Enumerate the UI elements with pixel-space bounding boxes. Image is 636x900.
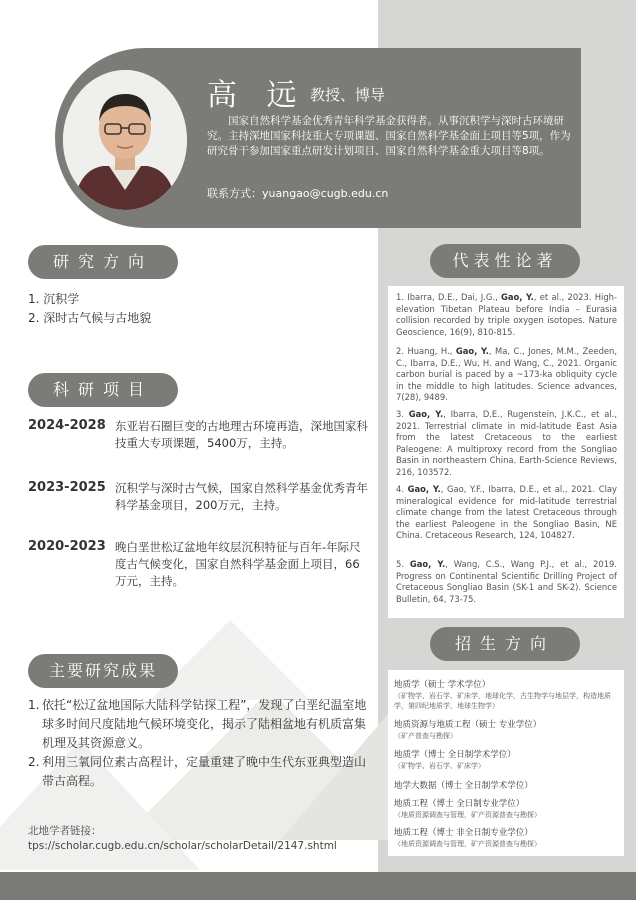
person-name: 高 远 <box>207 78 307 113</box>
profile-photo <box>63 70 187 210</box>
admission-fields: （矿物学、岩石学、矿床学，地球化学，古生物学与地层学，构造地质学，第四纪地质学，地球生物学） <box>394 692 611 710</box>
result-item <box>28 696 368 753</box>
paper-highlight-author: Gao, Y. <box>409 559 446 569</box>
paper-citation: , Wang, C.S., Wang P.J., et al., 2019. Progress on Continental Scientific Drilling Project of Cretaceous Songliao Basin (SK-1 and SK-2). Science Bulletin, 64, 73-75. <box>396 559 618 604</box>
paper-item <box>396 484 617 542</box>
scholar-link-label: 北地学者链接： <box>28 825 102 837</box>
scholar-link-url[interactable]: tps://scholar.cugb.edu.cn/scholar/scholarDetail/2147.shtml <box>28 840 337 852</box>
admission-fields: （矿物学、岩石学、矿床学） <box>394 762 485 770</box>
paper-item <box>396 292 617 338</box>
paper-authors: 2. Huang, H., <box>396 346 456 356</box>
section-heading-projects: 科研项目 <box>28 373 178 407</box>
result-number: 2. <box>28 755 40 769</box>
paper-authors: 4. <box>396 484 408 494</box>
admission-list <box>388 670 624 856</box>
research-list <box>28 290 151 328</box>
section-heading-papers: 代表性论著 <box>430 244 580 278</box>
admission-program: 地质工程（博士 全日制专业学位） <box>394 799 525 809</box>
admission-program: 地质学（博士 全日制学术学位） <box>394 750 516 760</box>
paper-citation: , Gao, Y.F., Ibarra, D.E., et al., 2021. Clay mineralogical evidence for mid-latitude terrestrial climate change from the latest Cretaceous through the earliest Paleogene in the Songliao Basin, NE China. Cretaceous Research, 124, 104827. <box>396 484 617 541</box>
result-item <box>28 753 368 791</box>
section-heading-admission: 招生方向 <box>430 627 580 661</box>
result-text: 利用三氧同位素古高程计，定量重建了晚中生代东亚典型造山带古高程。 <box>42 755 367 788</box>
admission-program: 地质学（硕士 学术学位） <box>394 680 491 690</box>
results-list <box>28 696 368 791</box>
papers-list <box>388 286 624 618</box>
result-text: 依托“松辽盆地国际大陆科学钻探工程”，发现了白垩纪温室地球多时间尺度陆地气候环境变化，揭示了陆相盆地有机质富集机理及其资源意义。 <box>42 698 367 750</box>
paper-item <box>396 346 617 404</box>
paper-highlight-author: Gao, Y. <box>407 484 441 494</box>
project-description: 晚白垩世松辽盆地年纹层沉积特征与百年-年际尺度古气候变化，国家自然科学基金面上项目，66万元，主持。 <box>115 540 361 588</box>
paper-authors: 5. <box>396 559 410 569</box>
project-description: 沉积学与深时古气候，国家自然科学基金优秀青年科学基金项目，200万元，主持。 <box>115 481 368 512</box>
paper-item <box>396 559 617 605</box>
project-year: 2020-2023 <box>28 539 106 554</box>
paper-item <box>396 409 617 479</box>
avatar-icon <box>63 70 187 210</box>
paper-highlight-author: Gao, Y. <box>408 409 444 419</box>
footer-bar <box>0 872 636 900</box>
section-heading-research: 研究方向 <box>28 245 178 279</box>
paper-highlight-author: Gao, Y. <box>455 346 489 356</box>
admission-program: 地质资源与地质工程（硕士 专业学位） <box>394 720 542 730</box>
admission-fields: （地质资源调查与管理，矿产资源普查与勘探） <box>394 840 541 848</box>
result-number: 1. <box>28 698 40 712</box>
admission-fields: （矿产普查与勘探） <box>394 732 457 740</box>
paper-citation: , et al., 2023. High-elevation Tibetan Plateau before India – Eurasia collision recorded by triple oxygen isotopes. Nature Geoscience, 16(9), 810-815. <box>396 292 618 337</box>
paper-authors: 1. Ibarra, D.E., Dai, J.G., <box>396 292 501 302</box>
paper-citation: , Ma, C., Jones, M.M., Zeeden, C., Ibarra, D.E., Wu, H. and Wang, C., 2021. Organic carbon burial is paced by a ~173-ka obliquity cycle in the middle to high latitudes. Science advances, 7(28), 9489. <box>396 346 618 403</box>
research-item: 1. 沉积学 <box>28 292 80 306</box>
admission-fields: （地质资源调查与管理，矿产资源普查与勘探） <box>394 811 541 819</box>
paper-citation: , Ibarra, D.E., Rugenstein, J.K.C., et al., 2021. Terrestrial climate in mid-latitude East Asia from the latest Cretaceous to the earliest Paleogene: A multiproxy record from the Songliao Basin in northeastern China. Earth-Science Reviews, 216, 103572. <box>396 409 617 477</box>
research-item: 2. 深时古气候与古地貌 <box>28 311 152 325</box>
admission-program: 地学大数据（博士 全日制学术学位） <box>394 781 533 791</box>
person-title: 教授、博导 <box>310 86 386 104</box>
contact-email[interactable]: 联系方式：yuangao@cugb.edu.cn <box>207 187 389 200</box>
person-bio: 国家自然科学基金优秀青年科学基金获得者。从事沉积学与深时古环境研究。主持深地国家科技重大专项课题、国家自然科学基金面上项目等5项，作为研究骨干参加国家重点研发计划项目、国家自然科学基金重大项目等8项。 <box>207 115 571 157</box>
project-year: 2024-2028 <box>28 418 106 433</box>
project-year: 2023-2025 <box>28 480 106 495</box>
project-description: 东亚岩石圈巨变的古地理古环境再造，深地国家科技重大专项课题，5400万，主持。 <box>115 419 368 450</box>
paper-highlight-author: Gao, Y. <box>501 292 534 302</box>
section-heading-results: 主要研究成果 <box>28 654 178 688</box>
paper-authors: 3. <box>396 409 409 419</box>
admission-program: 地质工程（博士 非全日制专业学位） <box>394 828 533 838</box>
